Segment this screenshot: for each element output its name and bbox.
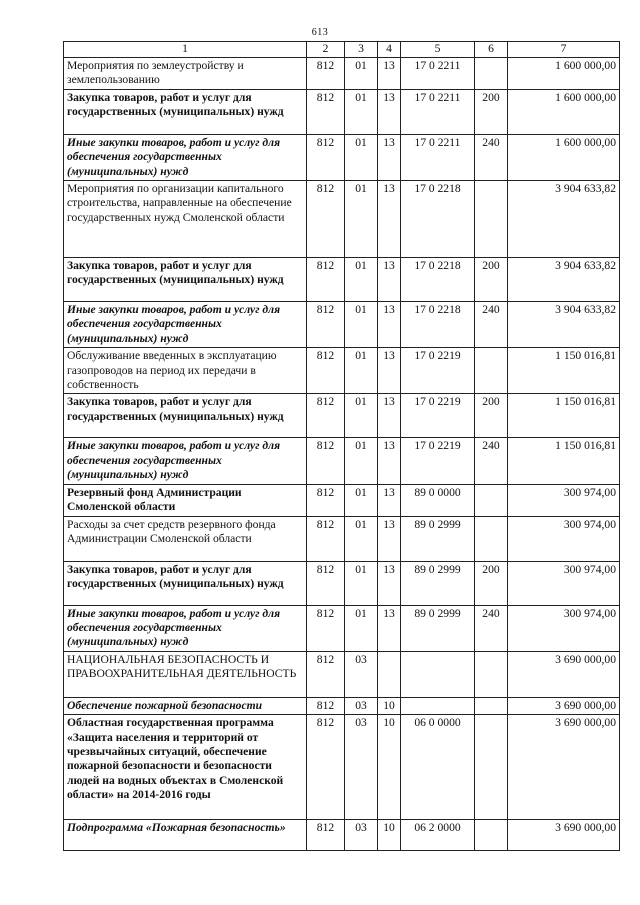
row-expense-type: 240: [475, 302, 508, 348]
row-name: Подпрограмма «Пожарная безопасность»: [64, 820, 307, 851]
row-section: 01: [345, 181, 378, 258]
row-target-article: 06 2 0000: [401, 820, 475, 851]
row-section: 01: [345, 438, 378, 484]
row-section: 01: [345, 58, 378, 90]
row-name: Обслуживание введенных в эксплуатацию газопроводов на период их передачи в собственность: [64, 348, 307, 394]
row-expense-type: 200: [475, 89, 508, 134]
row-subsection: 13: [378, 302, 401, 348]
row-subsection: 13: [378, 348, 401, 394]
header-col-7: 7: [508, 42, 620, 58]
row-section: 03: [345, 820, 378, 851]
row-subsection: 13: [378, 181, 401, 258]
row-subsection: 13: [378, 58, 401, 90]
row-amount: 3 904 633,82: [508, 258, 620, 302]
row-target-article: 89 0 2999: [401, 516, 475, 561]
row-section: 01: [345, 484, 378, 516]
row-admin-code: 812: [307, 134, 345, 180]
row-amount: 300 974,00: [508, 516, 620, 561]
row-expense-type: 240: [475, 438, 508, 484]
row-admin-code: 812: [307, 484, 345, 516]
row-target-article: 17 0 2218: [401, 181, 475, 258]
header-col-3: 3: [345, 42, 378, 58]
row-name: Закупка товаров, работ и услуг для государственных (муниципальных) нужд: [64, 394, 307, 438]
row-admin-code: 812: [307, 394, 345, 438]
row-section: 03: [345, 715, 378, 820]
row-subsection: 13: [378, 561, 401, 605]
row-name: Иные закупки товаров, работ и услуг для обеспечения государственных (муниципальных) нужд: [64, 605, 307, 651]
row-expense-type: 240: [475, 134, 508, 180]
table-row: [64, 820, 620, 851]
row-admin-code: 812: [307, 605, 345, 651]
table-row: [64, 58, 620, 90]
row-target-article: [401, 697, 475, 714]
row-amount: 1 600 000,00: [508, 89, 620, 134]
row-expense-type: 200: [475, 561, 508, 605]
row-target-article: 17 0 2218: [401, 302, 475, 348]
row-target-article: [401, 651, 475, 697]
row-name: Обеспечение пожарной безопасности: [64, 697, 307, 714]
row-target-article: 89 0 2999: [401, 561, 475, 605]
row-amount: 300 974,00: [508, 561, 620, 605]
table-row: [64, 484, 620, 516]
table-row: [64, 605, 620, 651]
row-amount: 1 150 016,81: [508, 438, 620, 484]
table-row: [64, 181, 620, 258]
row-expense-type: 200: [475, 394, 508, 438]
row-amount: 3 690 000,00: [508, 697, 620, 714]
row-expense-type: [475, 348, 508, 394]
row-amount: 1 600 000,00: [508, 134, 620, 180]
row-admin-code: 812: [307, 258, 345, 302]
row-section: 01: [345, 561, 378, 605]
table-row: [64, 348, 620, 394]
row-name: Иные закупки товаров, работ и услуг для обеспечения государственных (муниципальных) нужд: [64, 438, 307, 484]
row-target-article: 89 0 0000: [401, 484, 475, 516]
row-subsection: 13: [378, 134, 401, 180]
row-subsection: 10: [378, 715, 401, 820]
row-section: 01: [345, 302, 378, 348]
row-amount: 1 150 016,81: [508, 348, 620, 394]
row-subsection: 13: [378, 258, 401, 302]
row-admin-code: 812: [307, 820, 345, 851]
row-expense-type: [475, 715, 508, 820]
row-section: 01: [345, 394, 378, 438]
row-amount: 1 150 016,81: [508, 394, 620, 438]
row-expense-type: [475, 484, 508, 516]
row-expense-type: [475, 697, 508, 714]
row-target-article: 17 0 2211: [401, 134, 475, 180]
row-section: 01: [345, 348, 378, 394]
row-admin-code: 812: [307, 302, 345, 348]
row-admin-code: 812: [307, 561, 345, 605]
row-name: Закупка товаров, работ и услуг для государственных (муниципальных) нужд: [64, 561, 307, 605]
row-name: Расходы за счет средств резервного фонда Администрации Смоленской области: [64, 516, 307, 561]
row-expense-type: [475, 820, 508, 851]
page-number: 613: [311, 27, 329, 38]
row-expense-type: 200: [475, 258, 508, 302]
row-amount: 3 904 633,82: [508, 302, 620, 348]
row-expense-type: [475, 58, 508, 90]
row-target-article: 17 0 2211: [401, 89, 475, 134]
header-col-6: 6: [475, 42, 508, 58]
row-section: 01: [345, 258, 378, 302]
table-row: [64, 302, 620, 348]
row-target-article: 17 0 2219: [401, 394, 475, 438]
table-row: [64, 516, 620, 561]
row-admin-code: 812: [307, 58, 345, 90]
header-col-5: 5: [401, 42, 475, 58]
row-name: Иные закупки товаров, работ и услуг для обеспечения государственных (муниципальных) нужд: [64, 134, 307, 180]
row-section: 01: [345, 605, 378, 651]
row-admin-code: 812: [307, 651, 345, 697]
row-target-article: 17 0 2219: [401, 438, 475, 484]
row-name: Мероприятия по организации капитального строительства, направленные на обеспечение государственных нужд Смоленской области: [64, 181, 307, 258]
row-section: 01: [345, 89, 378, 134]
header-row: [64, 42, 620, 58]
table-row: [64, 258, 620, 302]
row-expense-type: 240: [475, 605, 508, 651]
row-subsection: 10: [378, 697, 401, 714]
row-amount: 300 974,00: [508, 605, 620, 651]
row-expense-type: [475, 651, 508, 697]
row-name: Областная государственная программа «Защита населения и территорий от чрезвычайных ситуаций, обеспечение пожарной безопасности и безопасности людей на водных объектах в Смоленской области» на 2014-2016 годы: [64, 715, 307, 820]
row-section: 01: [345, 134, 378, 180]
header-col-2: 2: [307, 42, 345, 58]
header-col-1: 1: [64, 42, 307, 58]
table-row: [64, 697, 620, 714]
row-amount: 3 690 000,00: [508, 715, 620, 820]
row-section: 01: [345, 516, 378, 561]
row-subsection: 13: [378, 484, 401, 516]
row-name: НАЦИОНАЛЬНАЯ БЕЗОПАСНОСТЬ И ПРАВООХРАНИТЕЛЬНАЯ ДЕЯТЕЛЬНОСТЬ: [64, 651, 307, 697]
row-expense-type: [475, 516, 508, 561]
row-admin-code: 812: [307, 697, 345, 714]
row-subsection: 13: [378, 605, 401, 651]
row-target-article: 17 0 2218: [401, 258, 475, 302]
row-amount: 3 690 000,00: [508, 820, 620, 851]
row-amount: 3 904 633,82: [508, 181, 620, 258]
table-row: [64, 651, 620, 697]
row-admin-code: 812: [307, 181, 345, 258]
row-target-article: 89 0 2999: [401, 605, 475, 651]
row-amount: 300 974,00: [508, 484, 620, 516]
row-subsection: 13: [378, 89, 401, 134]
row-name: Закупка товаров, работ и услуг для государственных (муниципальных) нужд: [64, 89, 307, 134]
row-subsection: 13: [378, 394, 401, 438]
row-name: Иные закупки товаров, работ и услуг для обеспечения государственных (муниципальных) нужд: [64, 302, 307, 348]
row-subsection: [378, 651, 401, 697]
table-row: [64, 134, 620, 180]
row-expense-type: [475, 181, 508, 258]
table-row: [64, 394, 620, 438]
table-row: [64, 715, 620, 820]
row-target-article: 17 0 2211: [401, 58, 475, 90]
row-target-article: 06 0 0000: [401, 715, 475, 820]
row-subsection: 13: [378, 438, 401, 484]
row-section: 03: [345, 697, 378, 714]
row-name: Мероприятия по землеустройству и землепользованию: [64, 58, 307, 90]
row-target-article: 17 0 2219: [401, 348, 475, 394]
header-col-4: 4: [378, 42, 401, 58]
row-section: 03: [345, 651, 378, 697]
row-subsection: 13: [378, 516, 401, 561]
budget-table: [63, 41, 620, 851]
row-admin-code: 812: [307, 89, 345, 134]
row-amount: 1 600 000,00: [508, 58, 620, 90]
row-admin-code: 812: [307, 516, 345, 561]
row-admin-code: 812: [307, 348, 345, 394]
row-name: Закупка товаров, работ и услуг для государственных (муниципальных) нужд: [64, 258, 307, 302]
row-admin-code: 812: [307, 715, 345, 820]
row-amount: 3 690 000,00: [508, 651, 620, 697]
table-row: [64, 438, 620, 484]
table-row: [64, 89, 620, 134]
row-subsection: 10: [378, 820, 401, 851]
row-admin-code: 812: [307, 438, 345, 484]
row-name: Резервный фонд Администрации Смоленской области: [64, 484, 307, 516]
table-row: [64, 561, 620, 605]
